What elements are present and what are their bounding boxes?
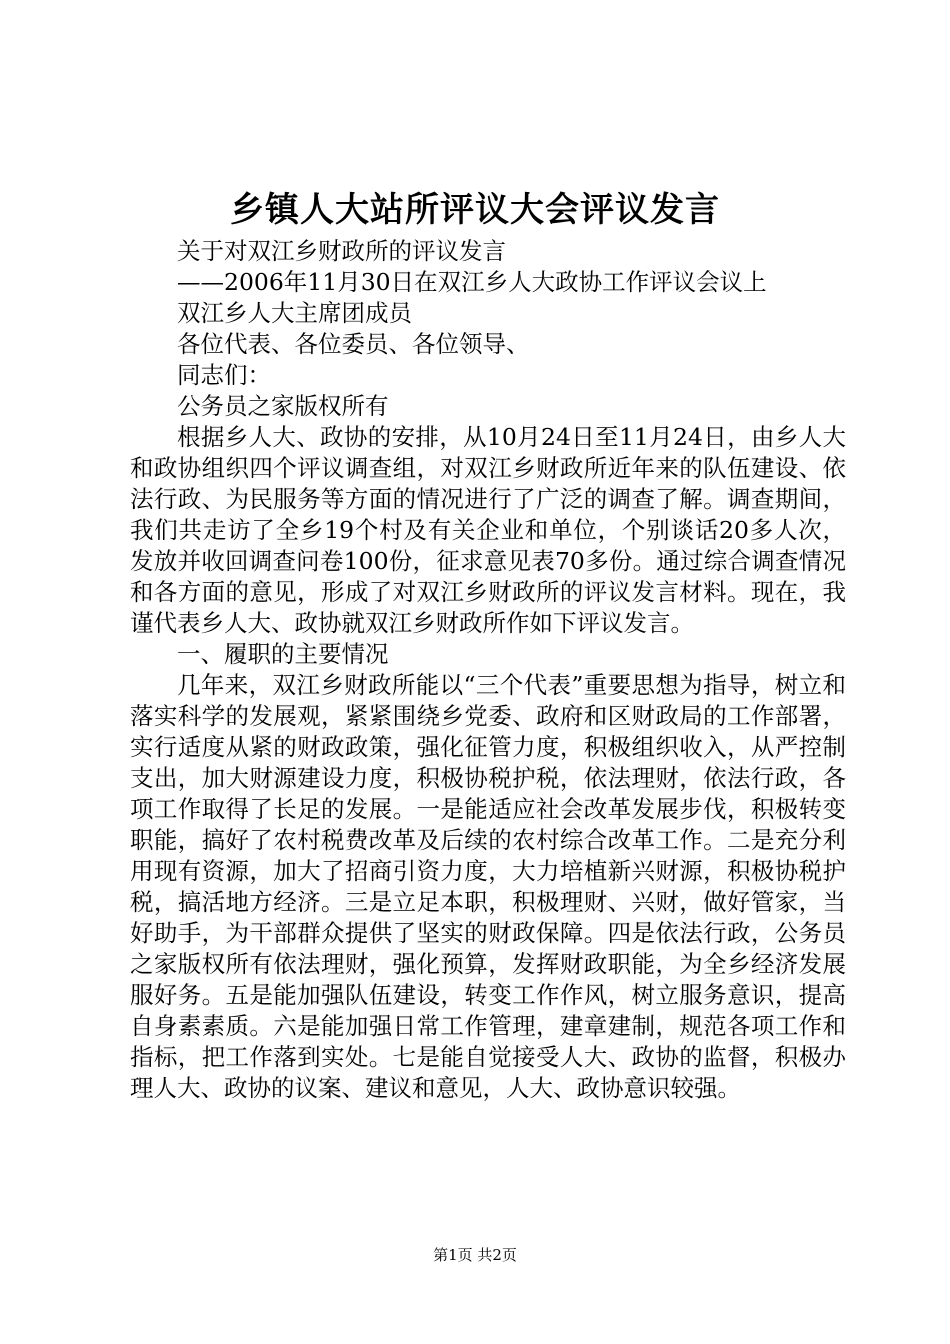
page-number-footer: 第1页 共2页 xyxy=(433,1246,517,1264)
section-heading: 一、履职的主要情况 xyxy=(177,640,389,668)
copyright-line: 公务员之家版权所有 xyxy=(177,392,389,420)
salutation-comrades: 同志们： xyxy=(177,361,271,389)
salutation: 各位代表、各位委员、各位领导、 xyxy=(177,330,530,358)
speaker-title: 双江乡人大主席团成员 xyxy=(177,299,412,327)
speech-occasion: ——2006年11月30日在双江乡人大政协工作评议会议上 xyxy=(177,268,767,296)
document-title: 乡镇人大站所评议大会评议发言 xyxy=(230,190,720,230)
body-paragraph: 几年来，双江乡财政所能以“三个代表”重要思想为指导，树立和落实科学的发展观，紧紧围绕乡党委、政府和区财政局的工作部署，实行适度从紧的财政政策，强化征管力度，积极组织收入，从严控制支出，加大财源建设力度，积极协税护税，依法理财，依法行政，各项工作取得了长足的发展。一是能适应社会改革发展步伐，积极转变职能，搞好了农村税费改革及后续的农村综合改革工作。二是充分利用现有资源，加大了招商引资力度，大力培植新兴财源，积极协税护税，搞活地方经济。三是立足本职，积极理财、兴财，做好管家，当好助手，为干部群众提供了坚实的财政保障。四是依法行政，公务员之家版权所有依法理财，强化预算，发挥财政职能，为全乡经济发展服好务。五是能加强队伍建设，转变工作作风，树立服务意识，提高自身素素质。六是能加强日常工作管理，建章建制，规范各项工作和指标，把工作落到实处。七是能自觉接受人大、政协的监督，积极办理人大、政协的议案、建议和意见，人大、政协意识较强。 xyxy=(130,671,846,1102)
document-body xyxy=(130,236,846,1104)
speech-subject: 关于对双江乡财政所的评议发言 xyxy=(177,237,506,265)
body-paragraph: 根据乡人大、政协的安排，从10月24日至11月24日，由乡人大和政协组织四个评议调查组，对双江乡财政所近年来的队伍建设、依法行政、为民服务等方面的情况进行了广泛的调查了解。调查期间，我们共走访了全乡19个村及有关企业和单位，个别谈话20多人次，发放并收回调查问卷100份，征求意见表70多份。通过综合调查情况和各方面的意见，形成了对双江乡财政所的评议发言材料。现在，我谨代表乡人大、政协就双江乡财政所作如下评议发言。 xyxy=(130,423,846,637)
